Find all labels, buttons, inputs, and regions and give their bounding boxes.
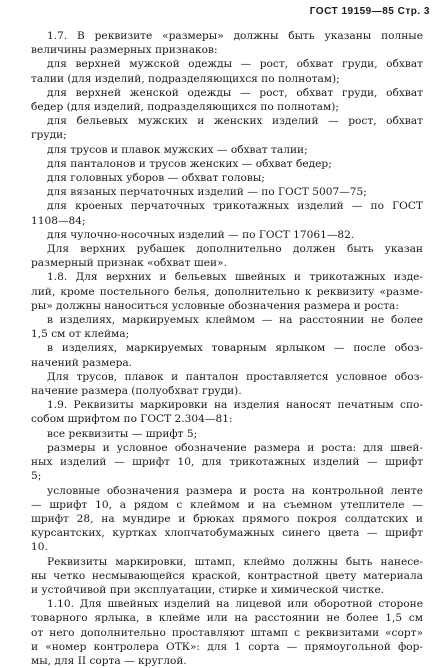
text-line: лий, кроме постельного белья, дополнительно к реквизиту «разме- bbox=[31, 285, 423, 298]
text-line: груди; bbox=[31, 129, 67, 142]
text-line: для вязаных перчаточных изделий — по ГОСТ 5007—75; bbox=[47, 186, 367, 199]
text-line: Для трусов, плавок и панталон проставляется условное обоз- bbox=[47, 370, 423, 383]
text-line: 1,5 см от клейма; bbox=[31, 328, 130, 341]
text-line: начений размера. bbox=[31, 356, 133, 369]
text-line: курсантских, куртках хлопчатобумажных синего цвета — шрифт bbox=[31, 527, 423, 540]
text-line: величины размерных признаков: bbox=[31, 44, 218, 57]
text-line: начение размера (полуобхват груди). bbox=[31, 385, 242, 398]
text-line: собом шрифтом по ГОСТ 2.304—81: bbox=[31, 413, 233, 426]
text-line: бедер (для изделий, подразделяющихся по полнотам); bbox=[31, 101, 339, 114]
text-line: размеры и условное обозначение размера и роста: для швей- bbox=[47, 441, 423, 454]
text-line: и «номер контролера ОТК»: для 1 сорта — прямоугольной фор- bbox=[31, 640, 423, 653]
text-line: 1.8. Для верхних и бельевых швейных и трикотажных изде- bbox=[47, 271, 423, 284]
text-line: ных изделий — шрифт 10, для трикотажных изделий — шрифт bbox=[31, 456, 423, 469]
text-line: для головных уборов — обхват головы; bbox=[47, 172, 265, 185]
text-line: ры» должны наноситься условные обозначения размера и роста: bbox=[31, 299, 399, 312]
text-line: для бельевых мужских и женских изделий — рост, обхват bbox=[47, 115, 423, 128]
text-line: условные обозначения размера и роста на контрольной ленте bbox=[47, 484, 423, 497]
page-header: ГОСТ 19159—85 Стр. 3 bbox=[309, 6, 430, 17]
text-line: шрифт 28, на мундире и брюках прямого покроя солдатских и bbox=[31, 512, 423, 525]
text-line: в изделиях, маркируемых клеймом — на расстоянии не более bbox=[47, 314, 423, 327]
text-line: — шрифт 10, а рядом с клеймом и на съемном утеплителе — bbox=[31, 498, 423, 511]
text-line: в изделиях, маркируемых товарным ярлыком — после обоз- bbox=[47, 342, 423, 355]
text-line: и устойчивой при эксплуатации, стирке и химической чистке. bbox=[31, 583, 385, 596]
text-line: Реквизиты маркировки, штамп, клеймо должны быть нанесе- bbox=[47, 555, 423, 568]
text-line: от него дополнительно проставляют штамп с реквизитами «сорт» bbox=[31, 626, 423, 639]
text-line: товарного ярлыка, в клейме или на расстоянии не более 1,5 см bbox=[31, 612, 423, 625]
text-line: 1.7. В реквизите «размеры» должны быть указаны полные bbox=[47, 30, 423, 42]
text-line: 1.10. Для швейных изделий на лицевой или оборотной стороне bbox=[47, 598, 423, 611]
text-line: размерный признак «обхват шеи». bbox=[31, 257, 227, 270]
text-line: ны четко несмывающейся краской, контрастной цвету материала bbox=[31, 569, 423, 582]
text-line: 1108—84; bbox=[31, 214, 86, 227]
text-line: для верхней женской одежды — рост, обхват груди, обхват bbox=[47, 86, 423, 99]
text-line: талии (для изделий, подразделяющихся по полнотам); bbox=[31, 72, 340, 85]
body-text bbox=[31, 29, 423, 668]
text-line: для панталонов и трусов женских — обхват бедер; bbox=[47, 157, 332, 170]
text-line: для трусов и плавок мужских — обхват талии; bbox=[47, 143, 308, 156]
text-line: для верхней мужской одежды — рост, обхват груди, обхват bbox=[47, 58, 423, 71]
text-line: для кроеных перчаточных трикотажных изделий — по ГОСТ bbox=[47, 200, 423, 213]
text-line: для чулочно-носочных изделий — по ГОСТ 17061—82. bbox=[47, 228, 355, 241]
text-line: 10. bbox=[31, 541, 48, 554]
text-line: 5; bbox=[31, 470, 42, 483]
text-line: все реквизиты — шрифт 5; bbox=[47, 427, 198, 440]
text-line: мы, для II сорта — круглой. bbox=[31, 654, 187, 667]
text-line: 1.9. Реквизиты маркировки на изделия наносят печатным спо- bbox=[47, 399, 423, 412]
text-line: Для верхних рубашек дополнительно должен быть указан bbox=[47, 243, 423, 256]
